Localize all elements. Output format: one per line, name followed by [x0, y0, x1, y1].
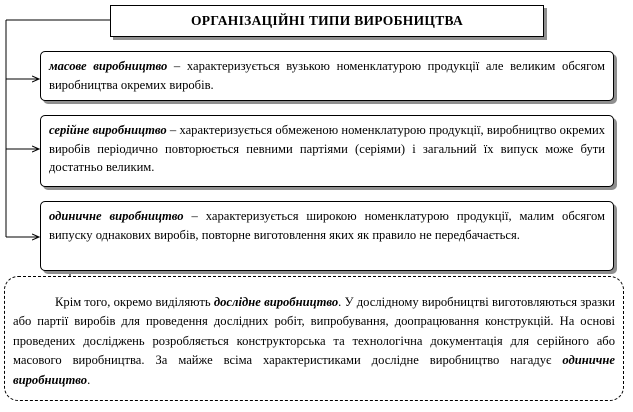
- diagram-title: ОРГАНІЗАЦІЙНІ ТИПИ ВИРОБНИЦТВА: [110, 5, 544, 37]
- note-term-experimental: дослідне виробництво: [213, 295, 339, 309]
- note-text-before: Крім того, окремо виділяють: [55, 295, 214, 309]
- serial-production-box: [40, 115, 614, 187]
- serial-production-term: серійне виробництво: [49, 123, 167, 137]
- experimental-production-note: [4, 276, 624, 401]
- mass-production-text: – характеризується вузькою номенклатурою продукції але великим обсягом виробництва окремих виробів.: [49, 59, 605, 92]
- note-term-single: одиничне виробництво: [13, 353, 615, 387]
- note-text-after: .: [87, 372, 91, 387]
- serial-production-text: – характеризується обмеженою номенклатурою продукції, виробництво окремих виробів періодично повторюється певними партіями (серіями) і загальний їх випуск може бути достатньо великим.: [49, 123, 605, 174]
- single-production-term: одиничне виробництво: [49, 209, 184, 223]
- single-production-text: – характеризується широкою номенклатурою продукції, малим обсягом випуску однакових виробів, повторне виготовлення яких як правило не передбачається.: [49, 209, 606, 242]
- mass-production-term: масове виробництво: [49, 59, 168, 73]
- note-text-middle: . У дослідному виробництві виготовляються зразки або партії виробів для проведення дослідних робіт, випробування, доопрацювання конструкцій. На основі проведених досліджень розробляється конструкторська та технологічна документація для серійного або масового виробництва. За майже всіма характеристиками дослідне виробництво нагадує: [13, 295, 615, 368]
- single-production-box: [40, 201, 614, 271]
- mass-production-box: [40, 51, 614, 101]
